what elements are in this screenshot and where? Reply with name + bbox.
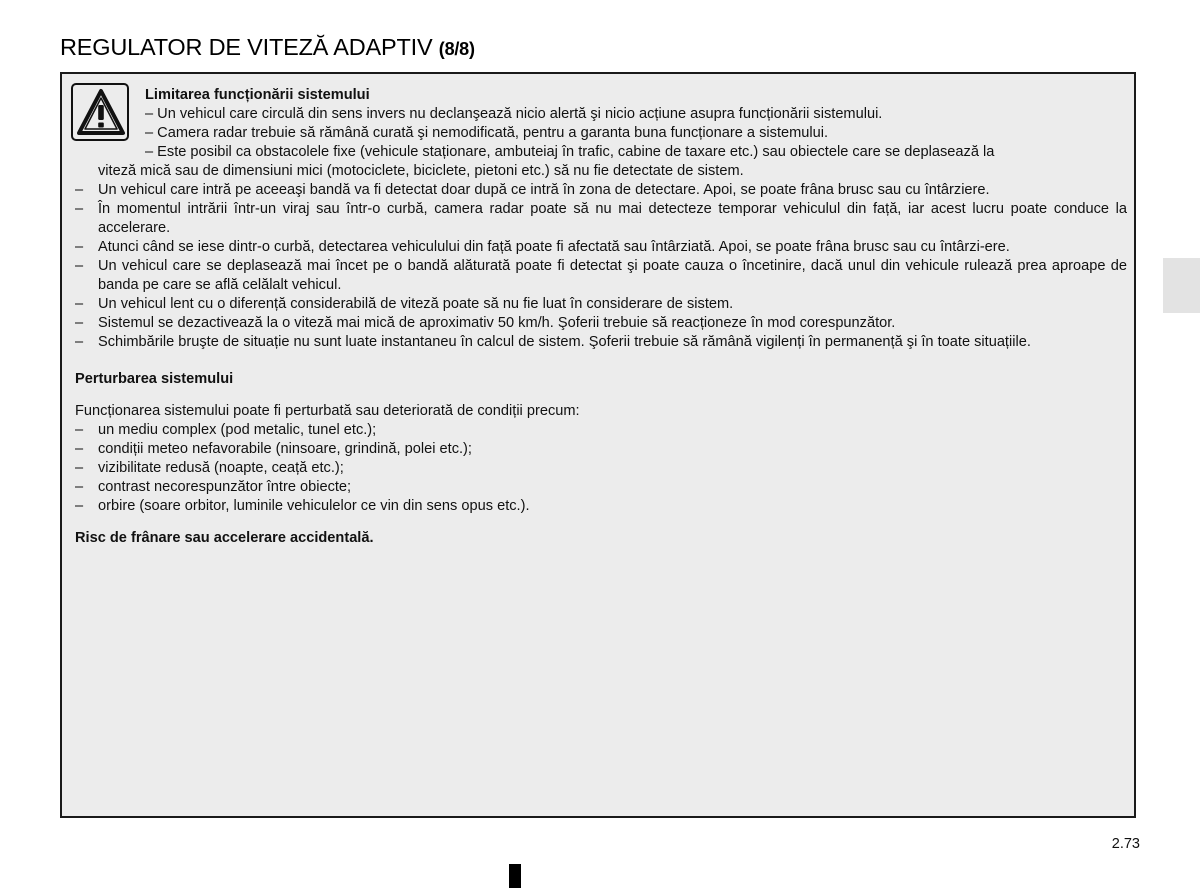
page-title-text: REGULATOR DE VITEZĂ ADAPTIV bbox=[60, 33, 433, 60]
spacer bbox=[75, 516, 1127, 529]
page-title-suffix: (8/8) bbox=[438, 38, 475, 59]
spacer bbox=[75, 352, 1127, 370]
list-item: – Schimbările bruşte de situație nu sunt luate instantaneu în calcul de sistem. Şoferii trebuie să rămână vigilenți în permanență şi în toate situațiile. bbox=[75, 333, 1127, 352]
list-item: – Sistemul se dezactivează la o viteză mai mică de aproximativ 50 km/h. Şoferii trebuie să reacționeze în mod corespunzător. bbox=[75, 314, 1127, 333]
risk-note: Risc de frânare sau accelerare accidentală. bbox=[75, 530, 374, 546]
intro-item: – Un vehicul care circulă din sens invers nu declanşează nicio alertă şi nicio acțiune asupra funcționării sistemului. bbox=[145, 106, 883, 122]
disturbance-list bbox=[75, 421, 1127, 516]
limits-list bbox=[75, 181, 1127, 352]
disturbance-heading: Perturbarea sistemului bbox=[75, 371, 234, 387]
spacer bbox=[75, 389, 1127, 402]
page-title bbox=[60, 34, 475, 61]
warning-box bbox=[60, 72, 1136, 818]
list-item: – Un vehicul care se deplasează mai încet pe o bandă alăturată poate fi detectat şi poate cauza o încetinire, dacă unul din vehicule rulează prea aproape de banda pe care se află celălalt vehicul. bbox=[75, 257, 1127, 295]
list-item: – În momentul intrării într-un viraj sau într-o curbă, camera radar poate să nu mai detecteze temporar vehiculul din față, iar acest lucru poate conduce la accelerare. bbox=[75, 200, 1127, 238]
disturbance-intro: Funcționarea sistemului poate fi perturbată sau deteriorată de condiții precum: bbox=[75, 403, 580, 419]
intro-item-continuation: viteză mică sau de dimensiuni mici (motociclete, biciclete, pietoni etc.) să nu fie detectate de sistem. bbox=[98, 163, 744, 179]
page-number: 2.73 bbox=[1111, 836, 1140, 852]
intro-item: – Este posibil ca obstacolele fixe (vehicule staționare, ambuteiaj în trafic, cabine de taxare etc.) sau obiectele care se deplasează la bbox=[145, 144, 995, 160]
limits-heading: Limitarea funcționării sistemului bbox=[145, 87, 370, 103]
section-side-tab bbox=[1163, 258, 1200, 313]
warning-content bbox=[75, 86, 1127, 548]
intro-block bbox=[75, 86, 1127, 162]
list-item: – orbire (soare orbitor, luminile vehiculelor ce vin din sens opus etc.). bbox=[75, 497, 1127, 516]
list-item: – un mediu complex (pod metalic, tunel etc.); bbox=[75, 421, 1127, 440]
list-item: – Un vehicul lent cu o diferență considerabilă de viteză poate să nu fie luat în considerare de sistem. bbox=[75, 295, 1127, 314]
list-item: – Un vehicul care intră pe aceeaşi bandă va fi detectat doar după ce intră în zona de detectare. Apoi, se poate frâna brusc sau cu întârziere. bbox=[75, 181, 1127, 200]
list-item: – contrast necorespunzător între obiecte; bbox=[75, 478, 1127, 497]
list-item: – Atunci când se iese dintr-o curbă, detectarea vehiculului din față poate fi afectată sau întârziată. Apoi, se poate frâna brusc sau cu întârzi-ere. bbox=[75, 238, 1127, 257]
intro-item-text: Este posibil ca obstacolele fixe (vehicule staționare, ambuteiaj în trafic, cabine de taxare etc.) sau obiectele care se deplasează la bbox=[157, 144, 995, 160]
intro-item-text: Un vehicul care circulă din sens invers nu declanşează nicio alertă şi nicio acțiune asupra funcționării sistemului. bbox=[157, 106, 883, 122]
intro-item-text: Camera radar trebuie să rămână curată şi nemodificată, pentru a garanta buna funcționare a sistemului. bbox=[157, 125, 829, 141]
list-item: – vizibilitate redusă (noapte, ceață etc.); bbox=[75, 459, 1127, 478]
crop-mark bbox=[509, 864, 521, 888]
list-item: – condiții meteo nefavorabile (ninsoare, grindină, polei etc.); bbox=[75, 440, 1127, 459]
intro-item: – Camera radar trebuie să rămână curată şi nemodificată, pentru a garanta buna funcționare a sistemului. bbox=[145, 125, 829, 141]
